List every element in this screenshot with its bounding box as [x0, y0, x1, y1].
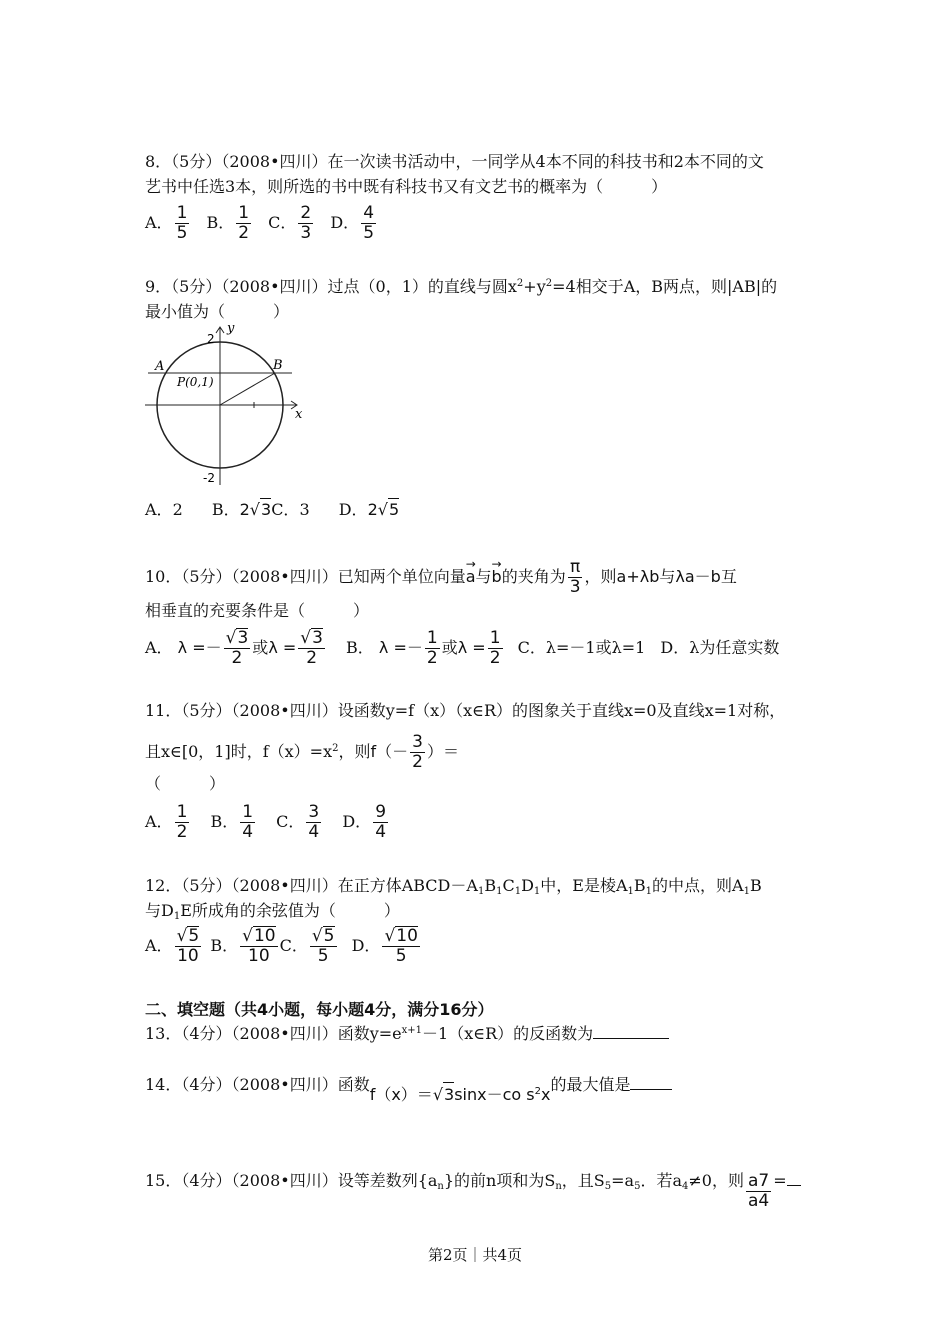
q12-option-d: D． $\frac{√10}{5}$: [351, 926, 418, 966]
y-axis-label: y: [227, 322, 235, 336]
q11-option-b: B． $\frac{1}{4}$: [210, 802, 254, 842]
q10-option-d: D．λ为任意实数: [660, 637, 780, 657]
q12-line1: 12．（5分）（2008•四川）在正方体$ABCD-A_1B_1C_1D_1$中，E是棱$A_1B_1$的中点，则$A_1B$: [145, 876, 762, 897]
q10-line2: 相垂直的充要条件是（ ）: [145, 601, 370, 620]
q9-option-b: B．2√3: [211, 500, 272, 519]
q12-options: [145, 926, 422, 966]
q14-line: 14．（4分）（2008•四川）函数f（x）＝√3sinx－co $s^2x$的最大值是: [145, 1072, 672, 1097]
q8-line2: 艺书中任选3本，则所选的书中既有科技书又有文艺书的概率为（ ）: [145, 177, 668, 196]
q13-answer-blank: [593, 1038, 669, 1039]
q12-option-b: B． $\frac{√10}{10}$: [210, 926, 276, 966]
q13-line: 13．（4分）（2008•四川）函数$y=e^{x+1}-1(x\in R)$的反函数为: [145, 1022, 669, 1046]
q8-options: [145, 204, 378, 243]
radius-segment: [220, 373, 275, 405]
point-p-label: P(0,1): [177, 375, 214, 389]
q12-option-c: C． $\frac{√5}{5}$: [279, 926, 335, 966]
point-b-label: B: [273, 358, 283, 373]
q12-option-a: A． $\frac{√5}{10}$: [145, 926, 200, 966]
q10-options: [145, 628, 779, 668]
q9-option-a: A．2: [145, 500, 183, 519]
q11-options: [145, 803, 390, 842]
top-tick-label: 2: [207, 332, 215, 346]
q11-option-c: C． $\frac{3}{4}$: [276, 802, 320, 842]
q8-option-d: D． $\frac{4}{5}$: [330, 203, 375, 243]
q11-option-a: A． $\frac{1}{2}$: [145, 802, 188, 842]
q8-option-a: A． $\frac{1}{5}$: [145, 203, 188, 243]
q9-line1: 9．（5分）（2008•四川）过点（0，1）的直线与圆$x^2+y^2=4$相交于A，B两点，则|AB|的: [145, 277, 778, 296]
section-heading: 二、填空题（共4小题，每小题4分，满分16分）: [145, 1000, 494, 1019]
q8-line1: 8．（5分）（2008•四川）在一次读书活动中，一同学从4本不同的科技书和2本不同的文: [145, 152, 764, 171]
q8-option-b: B． $\frac{1}{2}$: [206, 203, 250, 243]
q9-line2: 最小值为（ ）: [145, 302, 290, 321]
q11-line3: （ ）: [145, 774, 226, 793]
q10-option-b: B． λ =－ $\frac{1}{2}$ 或λ = $\frac{1}{2}$: [346, 627, 501, 668]
q14-expression: f（x）＝√3sinx－co $s^2x$: [370, 1085, 551, 1104]
q9-options: [145, 498, 399, 521]
q11-line2: 且x∈[0，1]时，$f(x)=x^2$，则f（－ $\frac{3}{2}$ ）＝: [145, 732, 459, 772]
q11-line1: 11．（5分）（2008•四川）设函数y=f（x）（x∈R）的图象关于直线x=0及直线x=1对称，: [145, 701, 786, 720]
q10-option-a: A． λ =－ $\frac{√3}{2}$ 或λ = $\frac{√3}{2}$: [145, 628, 323, 668]
q10-line1: 10．（5分）（2008•四川）已知两个单位向量→ a与→ b的夹角为 $\frac{\pi}{3}$ ，则a+λb与λa－b互: [145, 558, 737, 597]
point-a-label: A: [155, 359, 165, 374]
bottom-tick-label: -2: [203, 471, 215, 485]
q14-answer-blank: [630, 1089, 672, 1090]
q9-option-c: C．3: [271, 500, 310, 519]
q12-line2: 与$D_1E$所成角的余弦值为（ ）: [145, 901, 400, 922]
q15-line: 15．（4分）（2008•四川）设等差数列$\{a_n\}$的前n项和为$S_n$，且$S_5=a_5$．若$a_4\ne 0$，则 $\frac{a7}{a4}$ =: [145, 1162, 801, 1201]
circle-figure: [145, 322, 310, 487]
page-footer: 第2页｜共4页: [427, 1246, 523, 1264]
q15-answer-blank: [787, 1185, 801, 1186]
q9-option-d: D．2√5: [338, 500, 400, 519]
q10-option-c: C．λ=－1或λ=1: [517, 637, 646, 657]
q11-option-d: D． $\frac{9}{4}$: [342, 802, 387, 842]
x-axis-label: x: [295, 407, 303, 422]
q8-option-c: C． $\frac{2}{3}$: [268, 203, 312, 243]
